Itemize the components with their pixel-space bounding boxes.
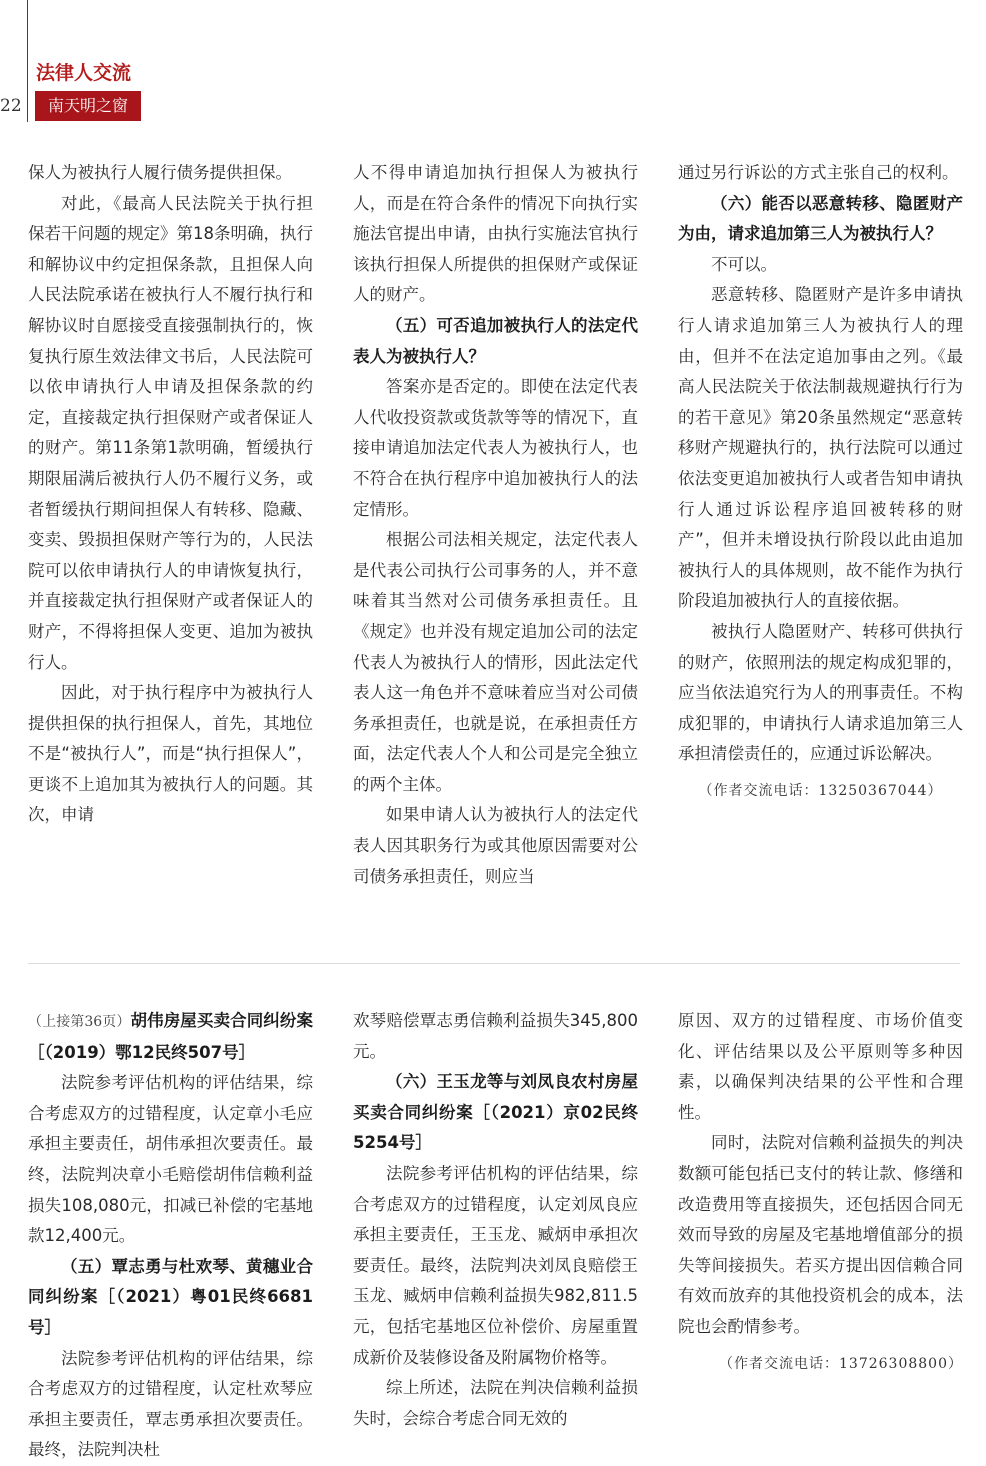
paragraph: 被执行人隐匿财产、转移可供执行的财产，依照刑法的规定构成犯罪的，应当依法追究行为人的刑事责任。不构成犯罪的，申请执行人请求追加第三人承担清偿责任的，应通过诉讼解决。 [678,621,963,764]
author-contact: （作者交流电话：13250367044） [698,782,943,799]
paragraph: 法院参考评估机构的评估结果，综合考虑双方的过错程度，认定章小毛应承担主要责任，胡伟承担次要责任。最终，法院判决章小毛赔偿胡伟信赖利益损失108,080元，扣减已补偿的宅基地款12,400元。 [28,1073,313,1246]
paragraph: 根据公司法相关规定，法定代表人是代表公司执行公司事务的人，并不意味着其当然对公司债务承担责任。且《规定》也并没有规定追加公司的法定代表人为被执行人的情形，因此法定代表人这一角色并不意味着应当对公司债务承担责任，也就是说，在承担责任方面，法定代表人个人和公司是完全独立的两个主体。 [353,530,638,794]
section-heading: （五）可否追加被执行人的法定代表人为被执行人？ [353,315,638,366]
paragraph: 保人为被执行人履行债务提供担保。 [28,163,292,182]
section-heading: （六）王玉龙等与刘凤良农村房屋买卖合同纠纷案［（2021）京02民终5254号］ [353,1072,638,1153]
paragraph: 如果申请人认为被执行人的法定代表人因其职务行为或其他原因需要对公司债务承担责任，则应当 [353,805,638,886]
case-heading [28,1006,313,1068]
article-top-column-1 [28,158,313,831]
section-title: 法律人交流 [36,62,132,84]
article-bottom-column-2 [353,1006,638,1434]
paragraph: 人不得申请追加执行担保人为被执行人，而是在符合条件的情况下向执行实施法官提出申请，由执行实施法官执行该执行担保人所提供的担保财产或保证人的财产。 [353,163,638,305]
article-top-column-2 [353,158,638,892]
article-divider [28,963,960,964]
paragraph: 恶意转移、隐匿财产是许多申请执行人请求追加第三人为被执行人的理由，但并不在法定追加事由之列。《最高人民法院关于依法制裁规避执行行为的若干意见》第20条虽然规定“恶意转移财产规避执行的，执行法院可以通过依法变更追加被执行人或者告知申请执行人通过诉讼程序追回被转移的财产”，但并未增设执行阶段以此由追加被执行人的具体规则，故不能作为执行阶段追加被执行人的直接依据。 [678,285,963,611]
paragraph: 综上所述，法院在判决信赖利益损失时，会综合考虑合同无效的 [353,1378,638,1428]
paragraph: 法院参考评估机构的评估结果，综合考虑双方的过错程度，认定杜欢琴应承担主要责任，覃志勇承担次要责任。最终，法院判决杜 [28,1348,313,1460]
continuation-note: （上接第36页） [28,1014,131,1030]
paragraph: 通过另行诉讼的方式主张自己的权利。 [678,163,959,182]
paragraph: 因此，对于执行程序中为被执行人提供担保的执行担保人，首先，其地位不是“被执行人”，而是“执行担保人”，更谈不上追加其为被执行人的问题。其次，申请 [28,683,313,825]
section-badge: 南天明之窗 [35,91,141,121]
paragraph: 同时，法院对信赖利益损失的判决数额可能包括已支付的转让款、修缮和改造费用等直接损失，还包括因合同无效而导致的房屋及宅基地增值部分的损失等间接损失。若买方提出因信赖合同有效而放弃的其他投资机会的成本，法院也会酌情参考。 [678,1133,963,1336]
column-body [678,1006,963,1343]
article-bottom-column-3 [678,1006,963,1379]
page-number: 22 [0,96,22,116]
paragraph: 不可以。 [711,254,777,274]
article-bottom-column-1 [28,1006,313,1466]
header-rule [27,0,28,122]
paragraph: 答案亦是否定的。即使在法定代表人代收投资款或货款等等的情况下，直接申请追加法定代表人为被执行人，也不符合在执行程序中追加被执行人的法定情形。 [353,377,638,519]
section-heading: （五）覃志勇与杜欢琴、黄穗业合同纠纷案［（2021）粤01民终6681号］ [28,1256,313,1337]
column-body [28,1068,313,1466]
paragraph: 原因、双方的过错程度、市场价值变化、评估结果以及公平原则等多种因素，以确保判决结果的公平性和合理性。 [678,1011,963,1122]
case-title: 胡伟房屋买卖合同纠纷案［（2019）鄂12民终507号］ [28,1011,313,1062]
paragraph: 欢琴赔偿覃志勇信赖利益损失345,800元。 [353,1011,638,1061]
article-top-column-3 [678,158,963,806]
column-body [678,158,963,770]
section-heading: （六）能否以恶意转移、隐匿财产为由，请求追加第三人为被执行人？ [678,193,963,244]
author-contact: （作者交流电话：13726308800） [719,1355,963,1372]
paragraph: 法院参考评估机构的评估结果，综合考虑双方的过错程度，认定刘凤良应承担主要责任，王玉龙、臧炳申承担次要责任。最终，法院判决刘凤良赔偿王玉龙、臧炳申信赖利益损失982,811.5元，包括宅基地区位补偿价、房屋重置成新价及装修设备及附属物价格等。 [353,1163,638,1367]
paragraph: 对此，《最高人民法院关于执行担保若干问题的规定》第18条明确，执行和解协议中约定担保条款，且担保人向人民法院承诺在被执行人不履行执行和解协议时自愿接受直接强制执行的，恢复执行原生效法律文书后，人民法院可以依申请执行人申请及担保条款的约定，直接裁定执行担保财产或者保证人的财产。第11条第1款明确，暂缓执行期限届满后被执行人仍不履行义务，或者暂缓执行期间担保人有转移、隐藏、变卖、毁损担保财产等行为的，人民法院可以依申请执行人的申请恢复执行，并直接裁定执行担保财产或者保证人的财产，不得将担保人变更、追加为被执行人。 [28,193,313,672]
